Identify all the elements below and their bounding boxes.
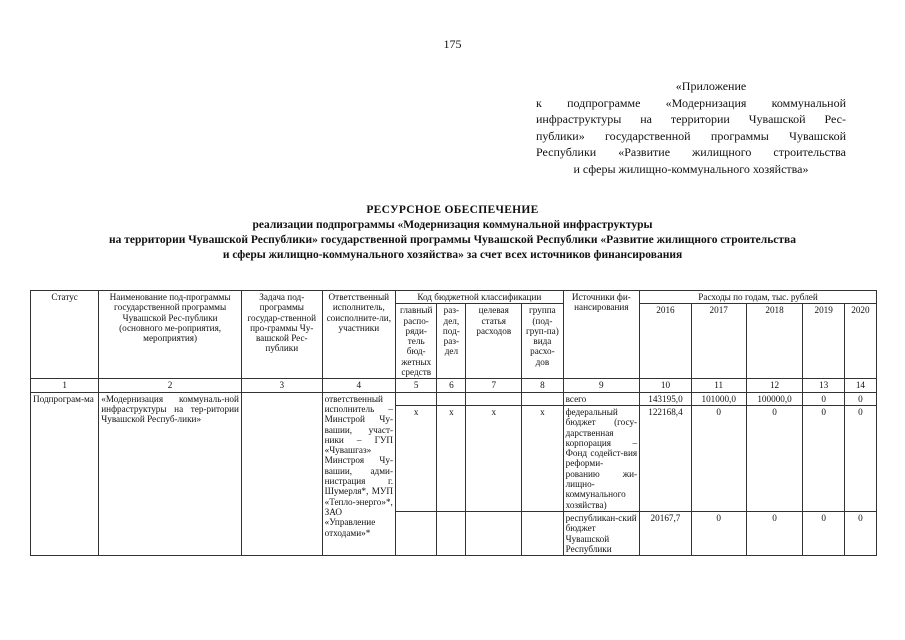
col-num: 11 [691, 379, 746, 392]
table-row [31, 392, 877, 405]
code-expense-group: x [522, 405, 563, 511]
code-target-article [466, 392, 522, 405]
value-2018: 0 [746, 405, 803, 511]
header-sources: Источники фи-нансирования [563, 291, 640, 379]
col-num: 5 [396, 379, 437, 392]
code-main-manager [396, 392, 437, 405]
value-2016: 143195,0 [640, 392, 692, 405]
value-2017: 101000,0 [691, 392, 746, 405]
header-year-2020: 2020 [844, 304, 876, 379]
value-2017: 0 [691, 405, 746, 511]
title-line-2: реализации подпрограммы «Модернизация коммунальной инфраструктуры [252, 219, 653, 231]
header-year-2019: 2019 [803, 304, 844, 379]
column-number-row [31, 379, 877, 392]
code-expense-group [522, 511, 563, 555]
header-year-2016: 2016 [640, 304, 692, 379]
code-section [437, 392, 466, 405]
row-status: Подпрограм-ма [31, 392, 99, 555]
col-num: 4 [322, 379, 395, 392]
value-2019: 0 [803, 405, 844, 511]
header-main-manager: главный распо-ряди-тель бюд-жетных средств [396, 304, 437, 379]
appendix-line-1: «Приложение [675, 79, 747, 93]
col-num: 1 [31, 379, 99, 392]
code-target-article: x [466, 405, 522, 511]
value-2017: 0 [691, 511, 746, 555]
value-2018: 100000,0 [746, 392, 803, 405]
header-section: раз-дел, под-раз-дел [437, 304, 466, 379]
code-section [437, 511, 466, 555]
header-expense-group: группа (под-груп-па) вида расхо-дов [522, 304, 563, 379]
col-num: 8 [522, 379, 563, 392]
value-2020: 0 [844, 405, 876, 511]
appendix-line-5: Республики «Развитие жилищного строительства [536, 145, 846, 159]
col-num: 7 [466, 379, 522, 392]
col-num: 12 [746, 379, 803, 392]
value-2019: 0 [803, 392, 844, 405]
header-task: Задача под-программы государ-ственной про-граммы Чу-вашской Рес-публики [241, 291, 322, 379]
appendix-line-4: публики» государственной программы Чувашской [536, 128, 846, 143]
resource-table [30, 290, 877, 556]
title-line-3: на территории Чувашской Республики» государственной программы Чувашской Республики «Развитие жилищного строительства [109, 234, 796, 246]
row-executor: ответственный исполнитель – Минстрой Чу-вашии, участ-ники – ГУП «Чувашгаз» Минстроя Чу-вашии, адми-нистрация г. Шумерля*, МУП «Тепло-энерго»*, ЗАО «Управление отходами»* [322, 392, 395, 555]
col-num: 2 [99, 379, 242, 392]
document-title [0, 203, 905, 263]
code-expense-group [522, 392, 563, 405]
value-2018: 0 [746, 511, 803, 555]
header-target-article: целевая статья расходов [466, 304, 522, 379]
source-label: республикан-ский бюджет Чувашской Республики [563, 511, 640, 555]
col-num: 6 [437, 379, 466, 392]
header-budget-code: Код бюджетной классификации [396, 291, 564, 304]
source-label: всего [563, 392, 640, 405]
appendix-note [536, 78, 846, 177]
value-2019: 0 [803, 511, 844, 555]
appendix-line-2: к подпрограмме «Модернизация коммунальной [536, 95, 846, 110]
col-num: 3 [241, 379, 322, 392]
code-section: x [437, 405, 466, 511]
row-task [241, 392, 322, 555]
title-line-4: и сферы жилищно-коммунального хозяйства» за счет всех источников финансирования [222, 249, 683, 261]
source-label: федеральный бюджет (госу-дарственная корпорация – Фонд содейст-вия реформи-рованию жи-лищно-коммунального хозяйства) [563, 405, 640, 511]
header-name: Наименование под-программы государственной программы Чувашской Рес-публики (основного ме-роприятия, мероприятия) [99, 291, 242, 379]
code-target-article [466, 511, 522, 555]
col-num: 13 [803, 379, 844, 392]
appendix-line-6: и сферы жилищно-коммунального хозяйства» [573, 161, 809, 176]
code-main-manager: x [396, 405, 437, 511]
header-expenses: Расходы по годам, тыс. рублей [640, 291, 877, 304]
col-num: 10 [640, 379, 692, 392]
header-year-2018: 2018 [746, 304, 803, 379]
appendix-line-3: инфраструктуры на территории Чувашской Рес- [536, 112, 846, 126]
header-executor: Ответственный исполнитель, соисполните-ли, участники [322, 291, 395, 379]
header-status: Статус [31, 291, 99, 379]
value-2020: 0 [844, 392, 876, 405]
value-2016: 122168,4 [640, 405, 692, 511]
title-line-1: РЕСУРСНОЕ ОБЕСПЕЧЕНИЕ [366, 204, 539, 216]
row-name: «Модернизация коммуналь-ной инфраструктуры на тер-ритории Чувашской Респуб-лики» [99, 392, 242, 555]
value-2016: 20167,7 [640, 511, 692, 555]
col-num: 9 [563, 379, 640, 392]
value-2020: 0 [844, 511, 876, 555]
page-number: 175 [443, 37, 462, 51]
header-year-2017: 2017 [691, 304, 746, 379]
col-num: 14 [844, 379, 876, 392]
code-main-manager [396, 511, 437, 555]
